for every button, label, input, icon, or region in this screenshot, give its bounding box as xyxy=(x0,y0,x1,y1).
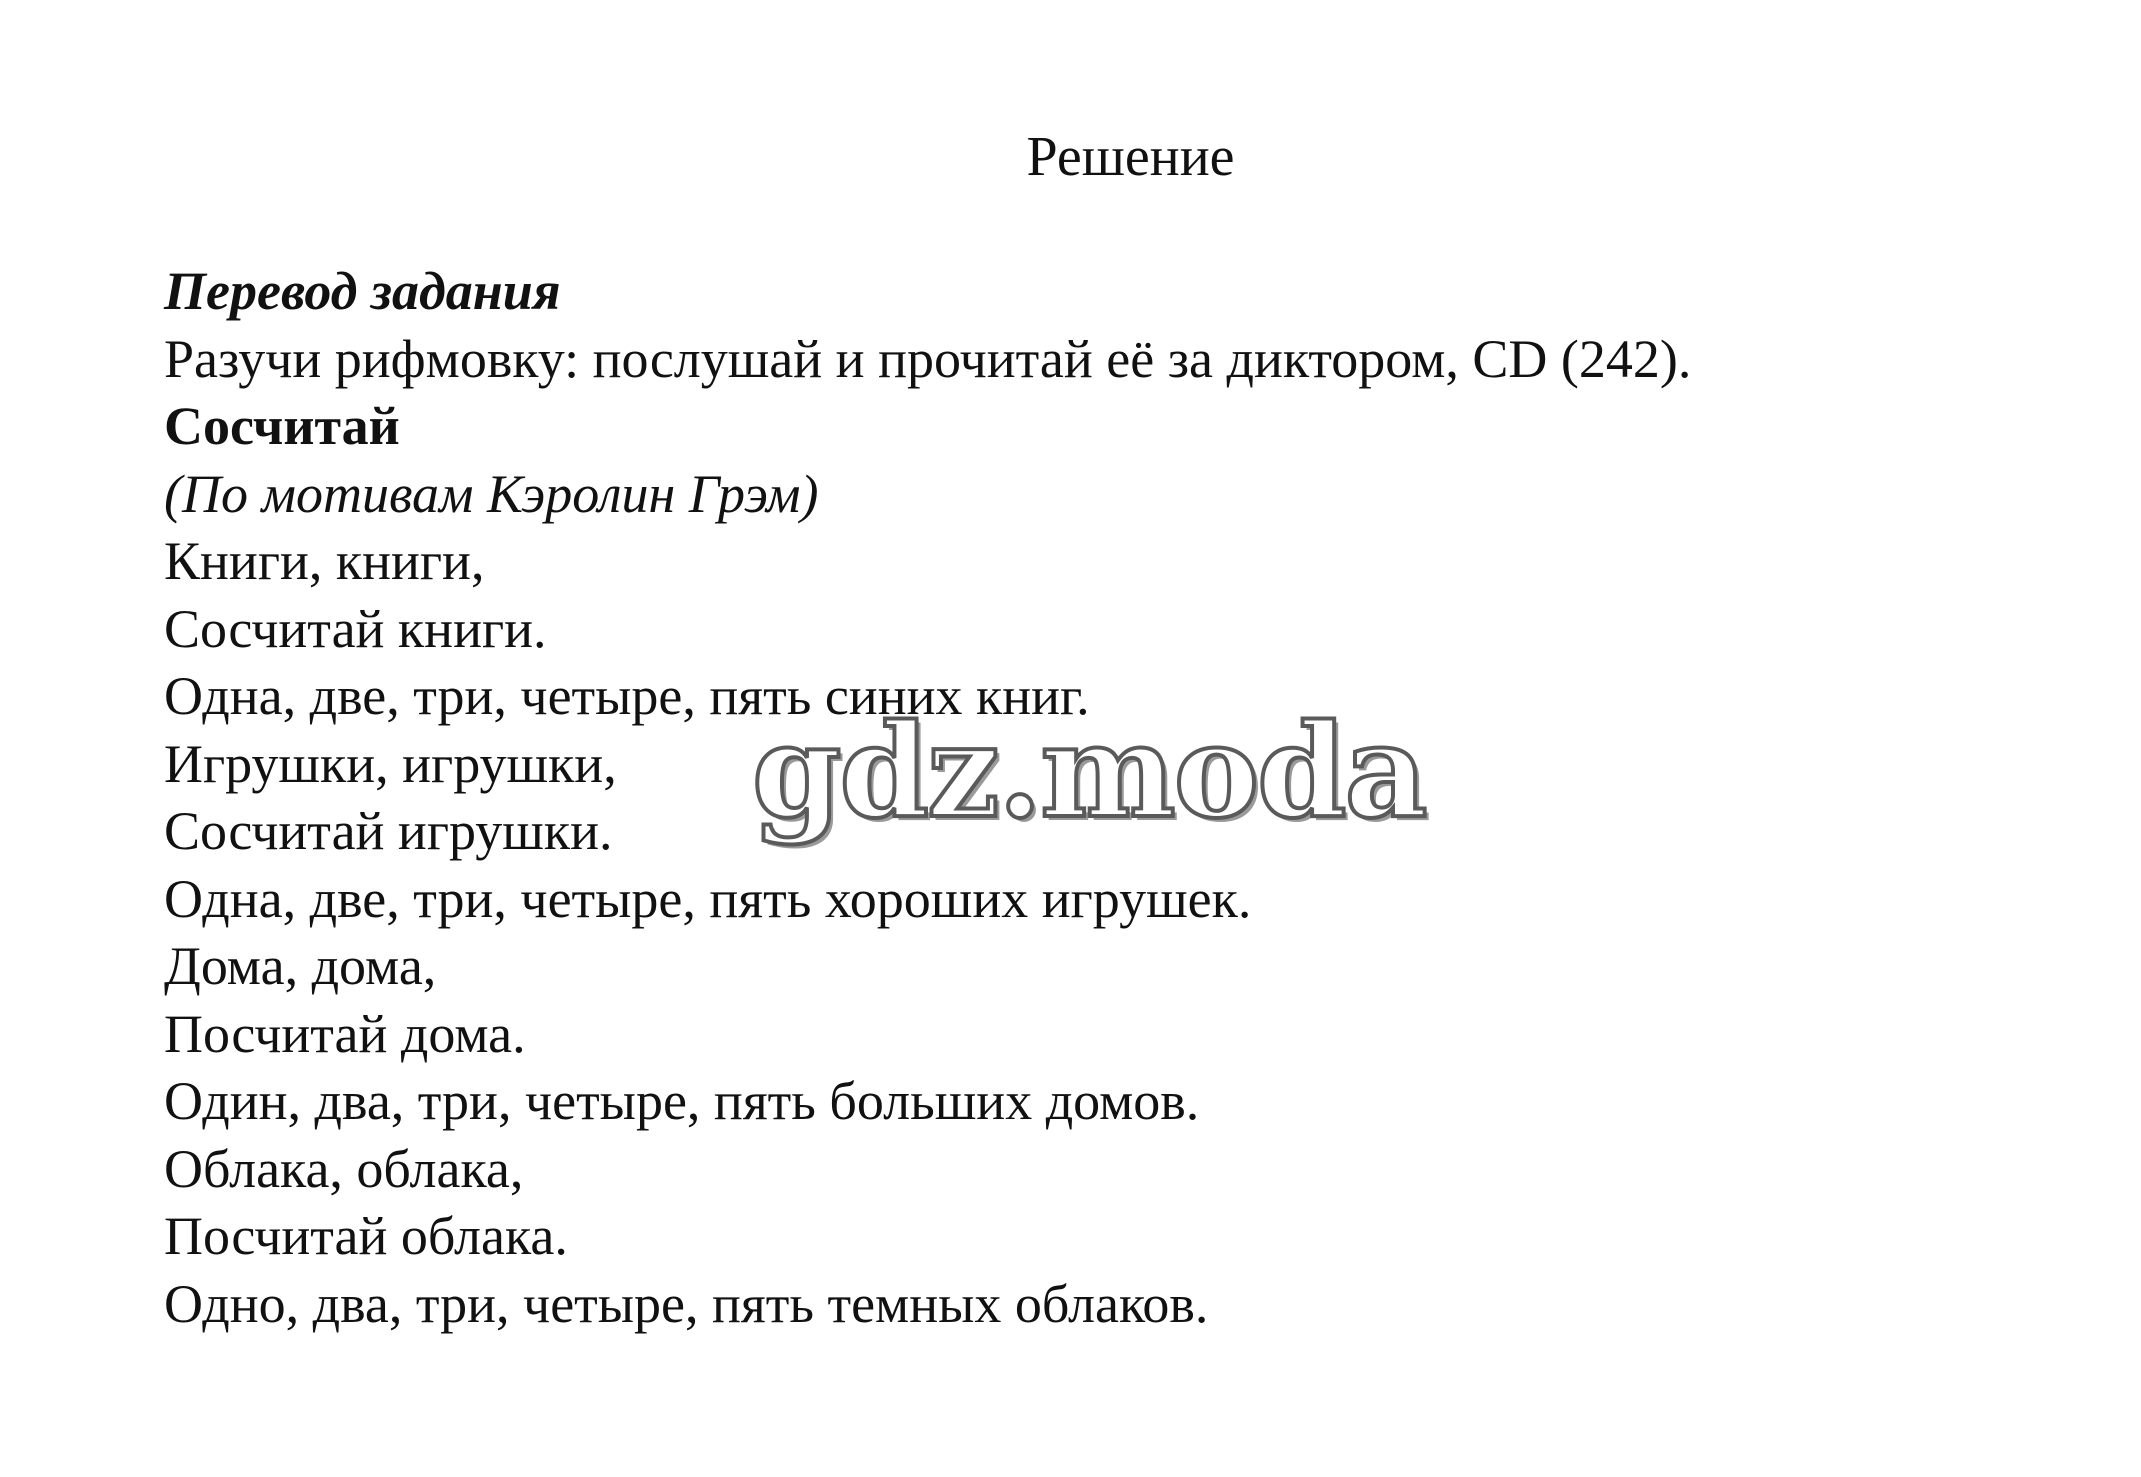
poem-line: Одно, два, три, четыре, пять темных облаков. xyxy=(164,1273,1209,1334)
poem-line: Посчитай дома. xyxy=(164,1003,526,1064)
poem-title: Сосчитай xyxy=(164,396,400,456)
instruction-text: Разучи рифмовку: послушай и прочитай её за диктором, CD (242). xyxy=(164,328,1692,389)
page-title: Решение xyxy=(1026,126,1235,188)
poem-line: Сосчитай игрушки. xyxy=(164,801,613,861)
poem-line: Одна, две, три, четыре, пять хороших игрушек. xyxy=(164,868,1252,929)
poem-line: Посчитай облака. xyxy=(164,1206,568,1266)
section-heading: Перевод задания xyxy=(164,261,561,321)
poem-line: Облака, облака, xyxy=(164,1138,524,1199)
poem-line: Дома, дома, xyxy=(164,936,437,996)
poem-line: Один, два, три, четыре, пять больших домов. xyxy=(164,1071,1200,1131)
poem-line: Сосчитай книги. xyxy=(164,598,547,659)
poem-line: Игрушки, игрушки, xyxy=(164,733,617,794)
poem-line: Одна, две, три, четыре, пять синих книг. xyxy=(164,666,1090,726)
poem-line: Книги, книги, xyxy=(164,531,485,591)
watermark-logo: gdz.moda xyxy=(752,697,1426,847)
poem-subtitle: (По мотивам Кэролин Грэм) xyxy=(164,463,819,524)
